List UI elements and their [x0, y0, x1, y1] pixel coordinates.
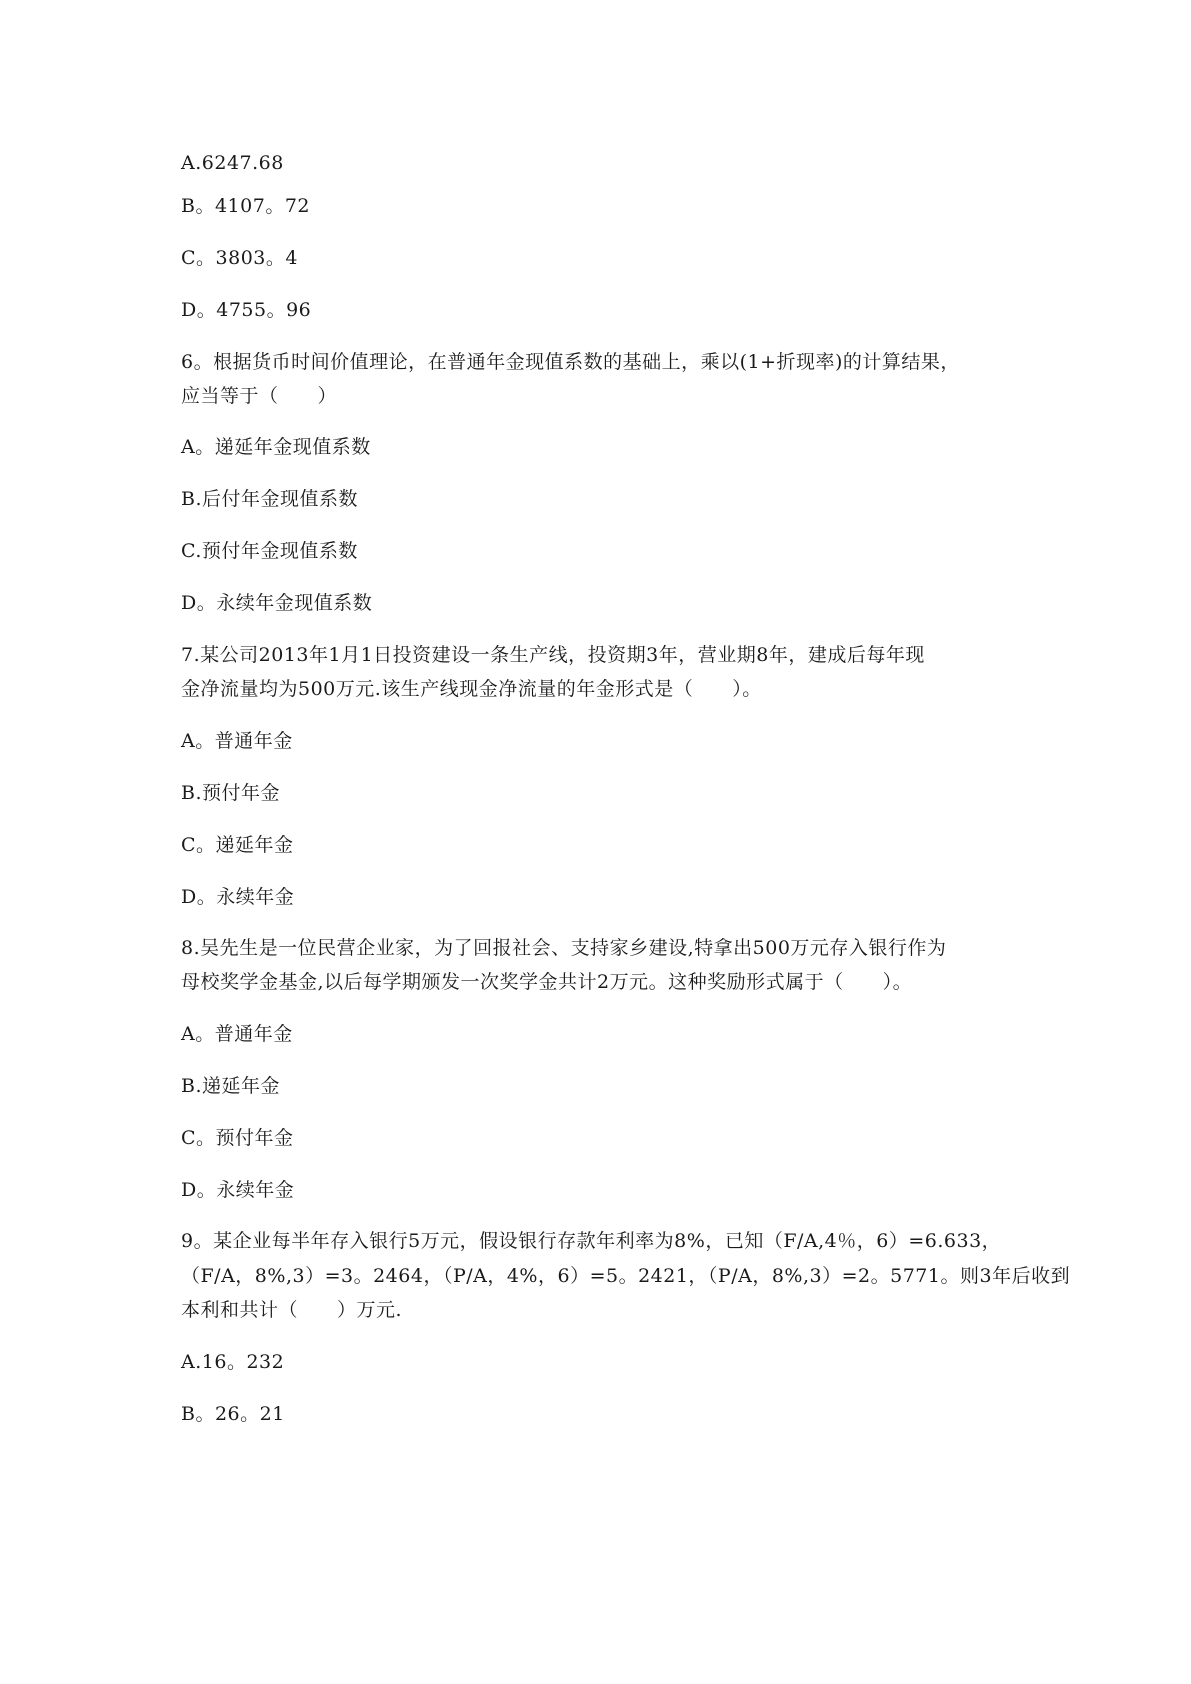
- option-b-q9: B。26。21: [181, 1403, 285, 1425]
- option-b-q6: B.后付年金现值系数: [181, 488, 359, 510]
- option-a-q8: A。普通年金: [181, 1023, 293, 1045]
- option-b-q7: B.预付年金: [181, 782, 281, 804]
- question-7-line-1: 7.某公司2013年1月1日投资建设一条生产线，投资期3年，营业期8年，建成后每年现: [181, 644, 925, 666]
- option-c-q8: C。预付年金: [181, 1127, 294, 1149]
- option-a-q9: A.16。232: [181, 1351, 285, 1373]
- question-6-line-1: 6。根据货币时间价值理论，在普通年金现值系数的基础上，乘以(1+折现率)的计算结果，: [181, 351, 960, 373]
- question-6-line-2: 应当等于（ ）: [181, 385, 338, 407]
- option-c-q6: C.预付年金现值系数: [181, 540, 358, 562]
- question-7-line-2: 金净流量均为500万元.该生产线现金净流量的年金形式是（ ）。: [181, 678, 762, 700]
- option-a-q7: A。普通年金: [181, 730, 293, 752]
- option-d-q7: D。永续年金: [181, 886, 295, 908]
- option-a-q5: A.6247.68: [181, 152, 284, 174]
- option-b-q5: B。4107。72: [181, 195, 310, 217]
- question-8-line-1: 8.吴先生是一位民营企业家，为了回报社会、支持家乡建设,特拿出500万元存入银行作为: [181, 937, 947, 959]
- option-c-q5: C。3803。4: [181, 247, 298, 269]
- option-d-q6: D。永续年金现值系数: [181, 592, 373, 614]
- option-d-q8: D。永续年金: [181, 1179, 295, 1201]
- option-a-q6: A。递延年金现值系数: [181, 436, 371, 458]
- option-c-q7: C。递延年金: [181, 834, 294, 856]
- question-9-line-2: （F/A，8%,3）=3。2464，（P/A，4%，6）=5。2421，（P/A，8%,3）=2。5771。则3年后收到: [181, 1265, 1071, 1287]
- question-8-line-2: 母校奖学金基金,以后每学期颁发一次奖学金共计2万元。这种奖励形式属于（ ）。: [181, 971, 913, 993]
- question-9-line-1: 9。某企业每半年存入银行5万元，假设银行存款年利率为8%，已知（F/A,4％，6）=6.633，: [181, 1230, 1002, 1252]
- question-9-line-3: 本利和共计（ ）万元.: [181, 1299, 403, 1321]
- option-d-q5: D。4755。96: [181, 299, 312, 321]
- option-b-q8: B.递延年金: [181, 1075, 281, 1097]
